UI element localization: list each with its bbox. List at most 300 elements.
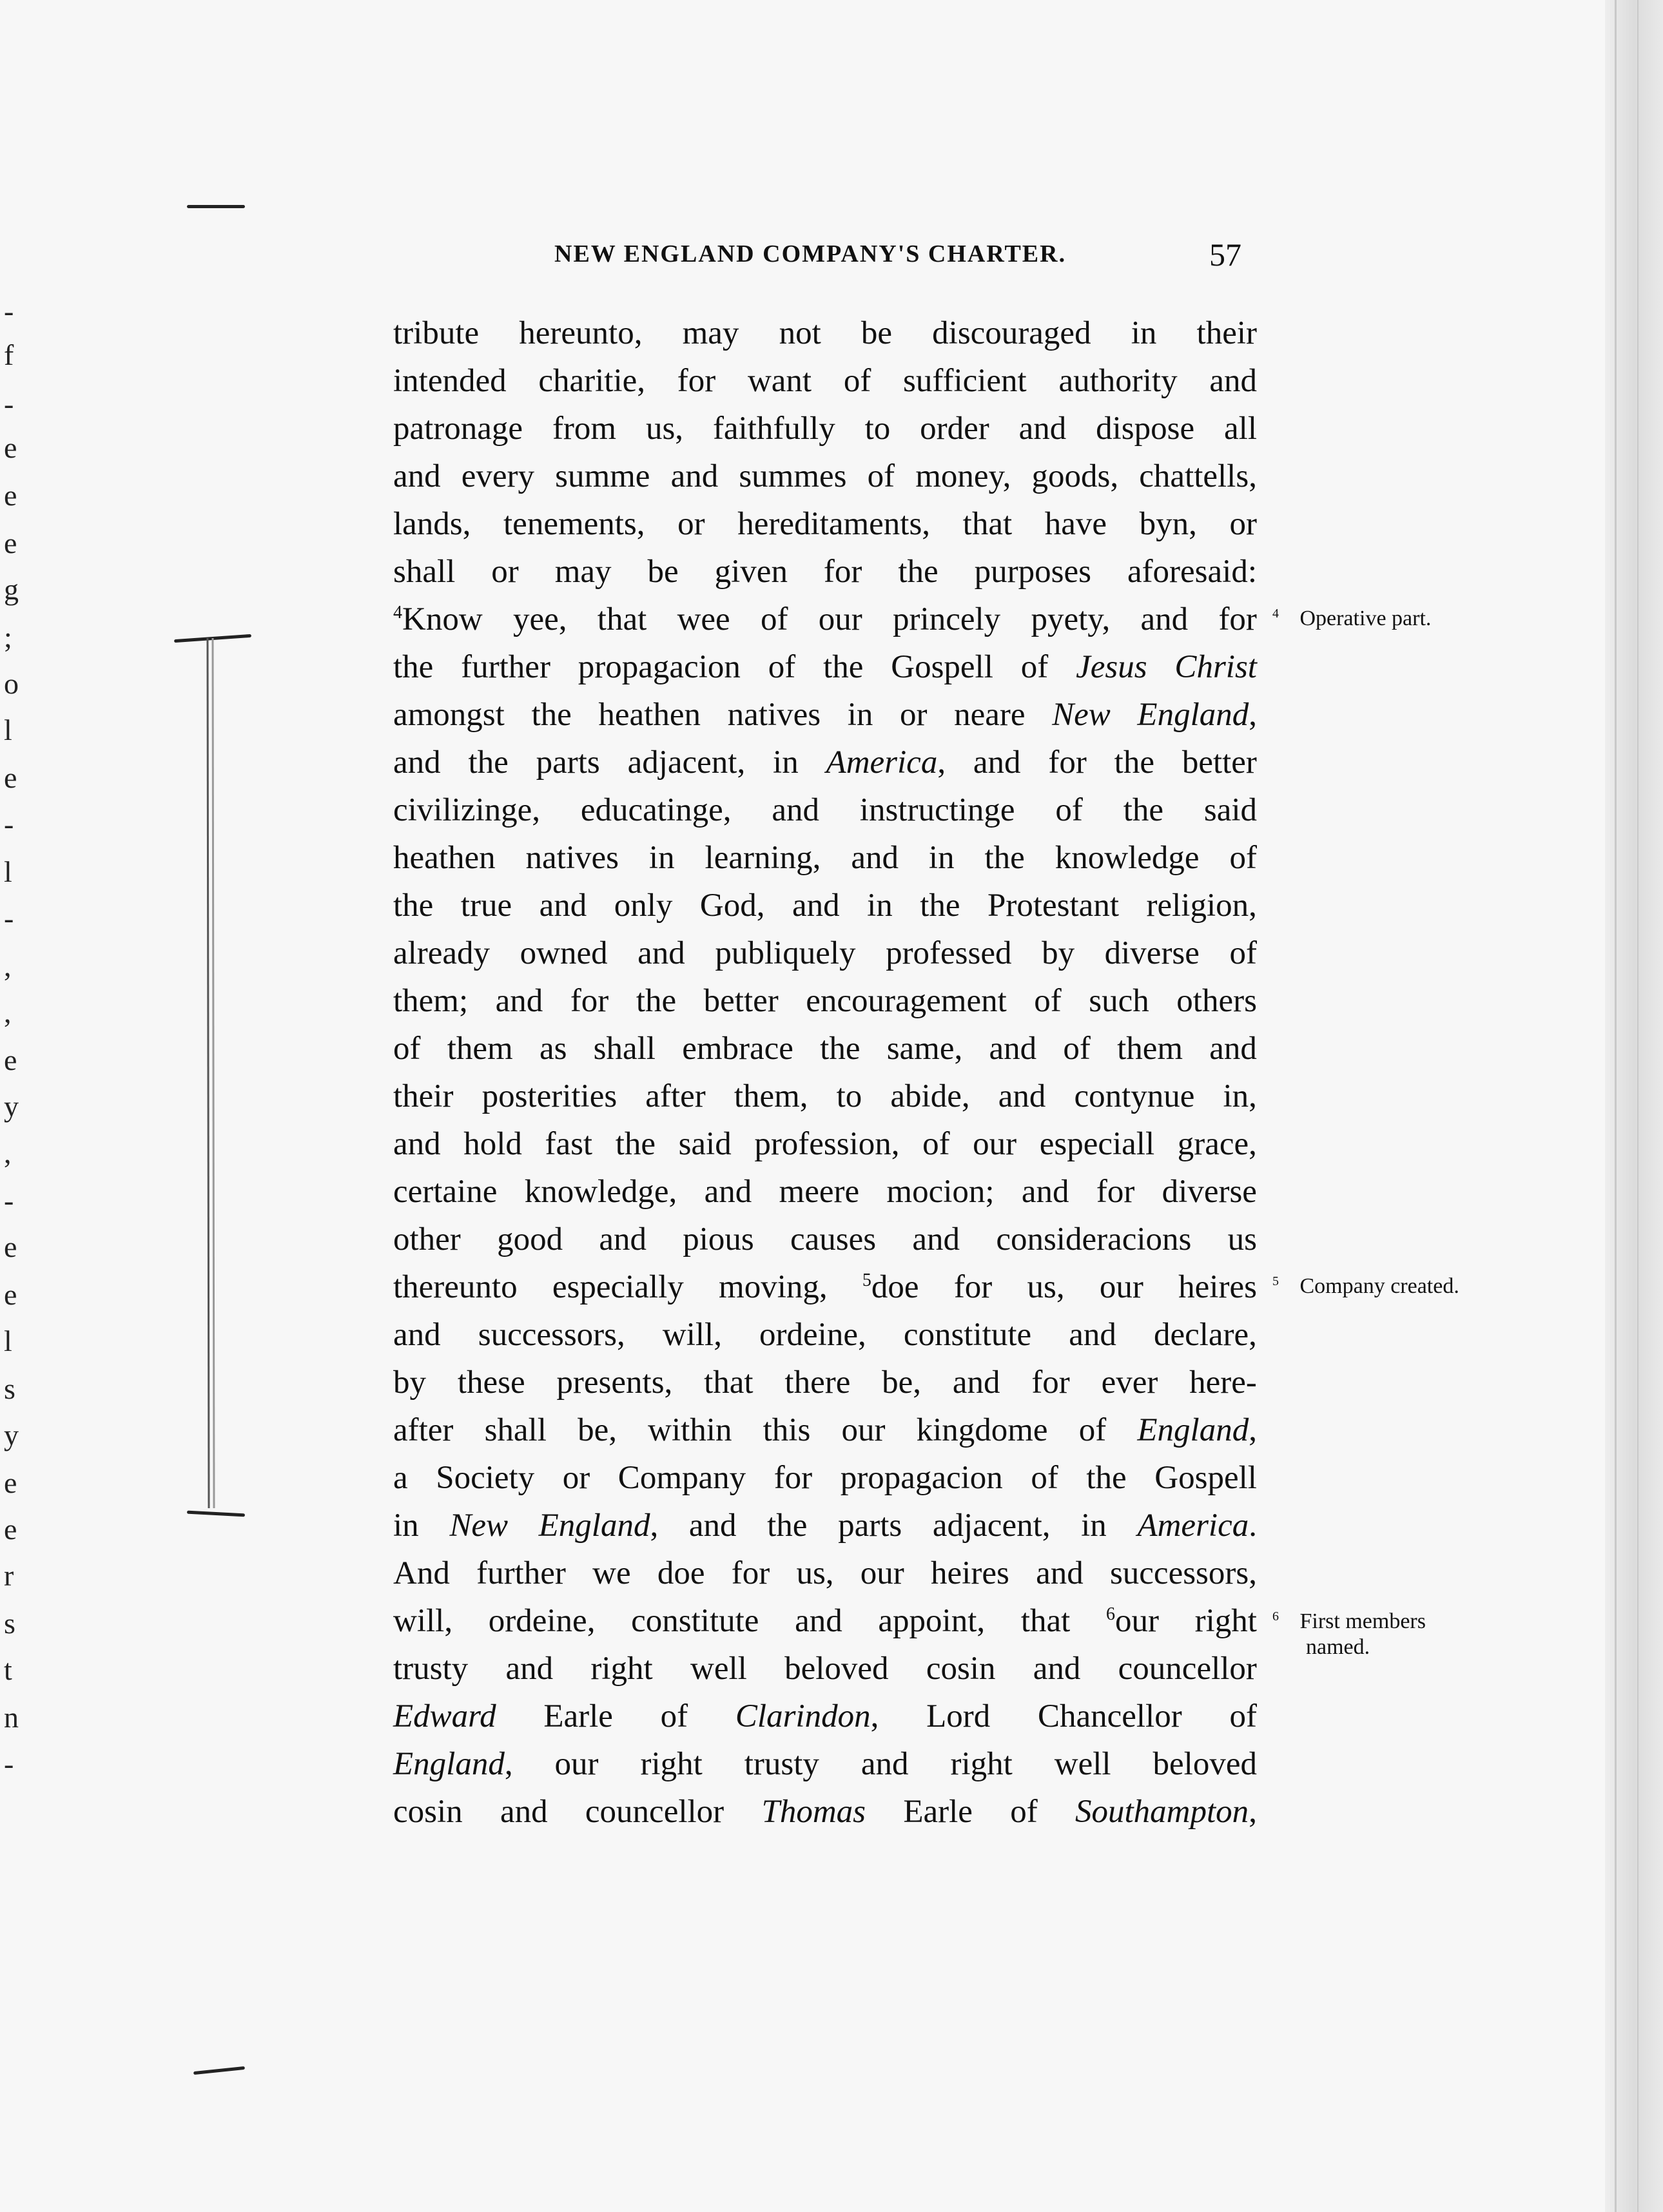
word: Southampton, [1075, 1794, 1257, 1830]
word: purposes [974, 554, 1091, 590]
word: and [792, 888, 840, 924]
word: right [590, 1651, 653, 1687]
note-text: named. [1306, 1635, 1370, 1659]
word: our [818, 601, 862, 637]
word: constitute [631, 1603, 759, 1639]
word: professed [886, 935, 1012, 971]
word: and [670, 458, 719, 494]
word: beloved [784, 1651, 889, 1687]
word: these [457, 1364, 525, 1401]
word: and [500, 1794, 548, 1830]
word: and [861, 1746, 909, 1782]
text-line [393, 786, 1257, 834]
word: hold [463, 1126, 522, 1162]
text-line [393, 1454, 1257, 1502]
word: for [1031, 1364, 1070, 1401]
word: in [1131, 315, 1157, 351]
text-line [393, 452, 1257, 500]
word: Jesus [1076, 649, 1147, 685]
word: knowledge [1055, 840, 1200, 876]
word: heires [1178, 1269, 1257, 1305]
word: especiall [1039, 1126, 1155, 1162]
word: wee [677, 601, 730, 637]
note-mark: 5 [1272, 1274, 1279, 1288]
word: for [731, 1555, 770, 1591]
text-line [393, 1645, 1257, 1693]
word: money, [915, 458, 1011, 494]
word: us, [796, 1555, 834, 1591]
word: owned [520, 935, 608, 971]
text-line [393, 1120, 1257, 1168]
word: said [1203, 792, 1257, 828]
word: Clarindon, [735, 1698, 879, 1734]
word: instructinge [859, 792, 1015, 828]
word: the [1114, 744, 1154, 781]
word: diverse [1104, 935, 1200, 971]
bleed-letter: l [4, 855, 12, 888]
word: the [1123, 792, 1164, 828]
word: within [648, 1412, 732, 1448]
word: that [597, 601, 647, 637]
note-text: Operative part. [1299, 606, 1432, 630]
word: our [973, 1126, 1017, 1162]
word: successors, [478, 1317, 625, 1353]
bleed-letter: e [4, 527, 17, 559]
word: cosin [926, 1651, 996, 1687]
word: $^6$our [1105, 1603, 1159, 1639]
word: them; [393, 983, 469, 1019]
word: declare, [1153, 1317, 1257, 1353]
word: this [763, 1412, 811, 1448]
word: heires [931, 1555, 1009, 1591]
word: the [468, 744, 509, 781]
word: and [912, 1221, 960, 1257]
word: $^4$Know [393, 601, 483, 637]
text-line [393, 309, 1257, 357]
word: our [1099, 1269, 1143, 1305]
word: by [1042, 935, 1075, 971]
word: in [648, 840, 675, 876]
gutter-tick [193, 2066, 245, 2075]
word: moving, [719, 1269, 828, 1305]
word: of [660, 1698, 688, 1734]
bleed-letter: e [4, 1466, 17, 1499]
word: and [795, 1603, 842, 1639]
word: in, [1223, 1078, 1257, 1114]
word: summes [739, 458, 847, 494]
word: intended [393, 363, 507, 399]
bleed-letter: l [4, 1324, 12, 1357]
text-line [393, 739, 1257, 786]
text-line [393, 1740, 1257, 1788]
word: goods, [1031, 458, 1119, 494]
word: faithfully [712, 411, 835, 447]
word: in [773, 744, 799, 781]
word: other [393, 1221, 461, 1257]
word: certaine [393, 1174, 498, 1210]
text-line [393, 1502, 1257, 1549]
word: in [928, 840, 955, 876]
word: the [615, 1126, 656, 1162]
text-line [393, 691, 1257, 739]
word: for [1096, 1174, 1135, 1210]
word: of [843, 363, 871, 399]
word: the [636, 983, 677, 1019]
word: here- [1189, 1364, 1257, 1401]
word: and [1209, 363, 1257, 399]
note-text: Company created. [1299, 1274, 1459, 1298]
bleed-letter: g [4, 573, 19, 606]
word: New [449, 1508, 508, 1544]
word: good [497, 1221, 563, 1257]
word: right [640, 1746, 703, 1782]
word: England, [1137, 697, 1257, 733]
text-line [393, 1216, 1257, 1263]
word: fast [545, 1126, 593, 1162]
text-line [393, 977, 1257, 1025]
word: of [1031, 1460, 1058, 1496]
text-line [393, 548, 1257, 596]
word: and [637, 935, 685, 971]
word: in [847, 697, 873, 733]
word: from [552, 411, 617, 447]
word: shall [393, 554, 456, 590]
word: to [864, 411, 891, 447]
word: well [690, 1651, 747, 1687]
word: as [539, 1031, 567, 1067]
text-line [393, 1072, 1257, 1120]
bleed-letter: e [4, 479, 17, 512]
word: England, [393, 1746, 513, 1782]
word: kingdome [916, 1412, 1048, 1448]
word: tribute [393, 315, 480, 351]
word: consideracions [996, 1221, 1192, 1257]
word: and [688, 1508, 737, 1544]
word: and [973, 744, 1021, 781]
bleed-letter: l [4, 713, 12, 746]
word: mocion; [886, 1174, 995, 1210]
word: of [1229, 840, 1257, 876]
word: dispose [1096, 411, 1195, 447]
word: authority [1058, 363, 1178, 399]
word: trusty [744, 1746, 819, 1782]
note-mark: 4 [1272, 606, 1279, 621]
text-line [393, 834, 1257, 882]
bleed-letter: e [4, 1513, 17, 1546]
word: us, [1027, 1269, 1065, 1305]
word: and [539, 888, 587, 924]
word: for [823, 554, 862, 590]
word: pyety, [1031, 601, 1111, 637]
body-text [393, 309, 1257, 1836]
word: and [851, 840, 899, 876]
word: byn, [1139, 506, 1197, 542]
word: Gospell [891, 649, 993, 685]
word: and [393, 458, 441, 494]
word: England, [1137, 1412, 1257, 1448]
text-line [393, 357, 1257, 405]
word: our [554, 1746, 599, 1782]
word: better [1182, 744, 1257, 781]
word: profession, [754, 1126, 900, 1162]
word: and [1069, 1317, 1116, 1353]
word: them, [734, 1078, 808, 1114]
word: England, [538, 1508, 659, 1544]
word: every [461, 458, 535, 494]
word: Christ [1174, 649, 1257, 685]
word: hereditaments, [737, 506, 931, 542]
word: that [1020, 1603, 1071, 1639]
word: the [393, 649, 434, 685]
word: shall [593, 1031, 656, 1067]
word: hereunto, [519, 315, 643, 351]
word: educatinge, [580, 792, 732, 828]
word: charitie, [538, 363, 646, 399]
bleed-letter: , [4, 996, 12, 1029]
word: natives [525, 840, 619, 876]
word: their [393, 1078, 454, 1114]
word: publiquely [715, 935, 856, 971]
bleed-letter: y [4, 1419, 19, 1451]
word: learning, [705, 840, 821, 876]
bleed-letter: s [4, 1607, 15, 1640]
word: better [703, 983, 779, 1019]
text-line [393, 1406, 1257, 1454]
word: princely [893, 601, 1001, 637]
word: right [1194, 1603, 1257, 1639]
word: and [989, 1031, 1037, 1067]
word: true [460, 888, 512, 924]
word: and [393, 1126, 441, 1162]
word: aforesaid: [1127, 554, 1257, 590]
bleed-letter: , [4, 1136, 12, 1169]
word: pious [683, 1221, 754, 1257]
word: America. [1137, 1508, 1257, 1544]
word: others [1176, 983, 1257, 1019]
word: for [570, 983, 609, 1019]
word: propagacion [840, 1460, 1003, 1496]
word: in [393, 1508, 419, 1544]
word: amongst [393, 697, 505, 733]
word: said [678, 1126, 732, 1162]
bleed-letter: - [4, 902, 14, 935]
bleed-letter: - [4, 295, 14, 327]
text-line [393, 596, 1257, 643]
word: sufficient [903, 363, 1027, 399]
word: the [920, 888, 960, 924]
word: be [647, 554, 679, 590]
text-line [393, 1549, 1257, 1597]
word: well [1054, 1746, 1111, 1782]
word: our [841, 1412, 886, 1448]
word: for [677, 363, 716, 399]
word: further [461, 649, 550, 685]
bleed-letter: - [4, 1747, 14, 1780]
bleed-letter: t [4, 1653, 12, 1686]
word: especially [552, 1269, 684, 1305]
margin-note [1272, 606, 1431, 632]
word: for [953, 1269, 993, 1305]
word: and [1209, 1031, 1257, 1067]
word: in [867, 888, 893, 924]
bleed-letter: n [4, 1701, 19, 1734]
word: of [867, 458, 895, 494]
word: Society [436, 1460, 535, 1496]
word: and [599, 1221, 647, 1257]
word: will, [662, 1317, 722, 1353]
word: Edward [393, 1698, 496, 1734]
word: the [984, 840, 1025, 876]
gutter-tick [187, 205, 245, 208]
word: encouragement [806, 983, 1007, 1019]
word: or [1229, 506, 1257, 542]
word: all [1224, 411, 1257, 447]
vertical-bracket-line [205, 638, 218, 1508]
word: heathen [393, 840, 496, 876]
text-line [393, 1788, 1257, 1836]
bleed-letter: - [4, 387, 14, 420]
word: and [1033, 1651, 1081, 1687]
gutter-tick [187, 1511, 245, 1517]
word: us [1227, 1221, 1257, 1257]
word: abide, [890, 1078, 970, 1114]
bleed-letter: - [4, 1184, 14, 1217]
text-line [393, 1693, 1257, 1740]
word: of [1229, 935, 1257, 971]
word: trusty [393, 1651, 469, 1687]
word: constitute [903, 1317, 1032, 1353]
word: embrace [682, 1031, 793, 1067]
text-line [393, 1311, 1257, 1359]
word: of [1229, 1698, 1257, 1734]
page-edge-line [1637, 0, 1639, 2212]
bleed-letter: e [4, 431, 17, 464]
word: the [820, 1031, 861, 1067]
word: parts [838, 1508, 902, 1544]
word: by [393, 1364, 426, 1401]
word: the [898, 554, 938, 590]
bleed-letter: e [4, 761, 17, 794]
word: appoint, [878, 1603, 986, 1639]
text-line [393, 1597, 1257, 1645]
word: same, [886, 1031, 963, 1067]
word: them [1117, 1031, 1183, 1067]
word: meere [779, 1174, 860, 1210]
word: of [1020, 649, 1049, 685]
word: neare [954, 697, 1026, 733]
margin-note [1272, 1609, 1426, 1660]
word: a [393, 1460, 408, 1496]
word: doe [657, 1555, 705, 1591]
word: and [772, 792, 819, 828]
word: the [823, 649, 864, 685]
word: will, [393, 1603, 453, 1639]
word: and [1036, 1555, 1084, 1591]
word: be, [882, 1364, 922, 1401]
word: of [1010, 1794, 1038, 1830]
word: for [1218, 601, 1257, 637]
running-head: NEW ENGLAND COMPANY'S CHARTER. [554, 240, 1067, 267]
word: contynue [1074, 1078, 1195, 1114]
word: we [592, 1555, 631, 1591]
word: the [531, 697, 572, 733]
word: after [393, 1412, 454, 1448]
word: or [899, 697, 928, 733]
word: Protestant [987, 888, 1119, 924]
bleed-letter: , [4, 949, 12, 982]
word: natives [727, 697, 821, 733]
word: of [393, 1031, 421, 1067]
word: cosin [393, 1794, 463, 1830]
word: councellor [1118, 1651, 1257, 1687]
word: councellor [585, 1794, 725, 1830]
word: knowledge, [524, 1174, 677, 1210]
word: of [922, 1126, 950, 1162]
bleed-letter: s [4, 1372, 15, 1405]
word: summe [555, 458, 650, 494]
bleed-letter: - [4, 808, 14, 840]
word: and [495, 983, 543, 1019]
word: Earle [903, 1794, 973, 1830]
word: And [393, 1555, 450, 1591]
word: us, [645, 411, 684, 447]
text-line [393, 1168, 1257, 1216]
word: have [1044, 506, 1107, 542]
word: there [784, 1364, 851, 1401]
bleed-letter: e [4, 1043, 17, 1076]
word: beloved [1152, 1746, 1257, 1782]
word: or [562, 1460, 590, 1496]
text-line [393, 1359, 1257, 1406]
word: religion, [1146, 888, 1257, 924]
word: of [1078, 1412, 1107, 1448]
word: Company [618, 1460, 746, 1496]
word: God, [699, 888, 765, 924]
word: New [1052, 697, 1111, 733]
word: for [1048, 744, 1087, 781]
word: patronage [393, 411, 523, 447]
word: and [998, 1078, 1046, 1114]
bleed-letter: o [4, 667, 19, 700]
word: further [476, 1555, 566, 1591]
word: discouraged [932, 315, 1091, 351]
word: Gospell [1154, 1460, 1257, 1496]
word: and [1018, 411, 1067, 447]
bleed-letter: ; [4, 621, 12, 654]
word: tenements, [503, 506, 645, 542]
word: diverse [1162, 1174, 1257, 1210]
text-line [393, 643, 1257, 691]
word: not [779, 315, 821, 351]
word: may [554, 554, 612, 590]
word: that [704, 1364, 754, 1401]
word: the [393, 888, 434, 924]
word: be [861, 315, 893, 351]
word: or [491, 554, 519, 590]
word: Chancellor [1037, 1698, 1182, 1734]
word: and [1021, 1174, 1069, 1210]
word: civilizinge, [393, 792, 541, 828]
word: presents, [556, 1364, 673, 1401]
word: be, [578, 1412, 617, 1448]
word: America, [826, 744, 946, 781]
word: chattells, [1139, 458, 1257, 494]
word: to [836, 1078, 862, 1114]
text-line [393, 882, 1257, 929]
text-line [393, 929, 1257, 977]
word: our [860, 1555, 904, 1591]
word: such [1089, 983, 1149, 1019]
